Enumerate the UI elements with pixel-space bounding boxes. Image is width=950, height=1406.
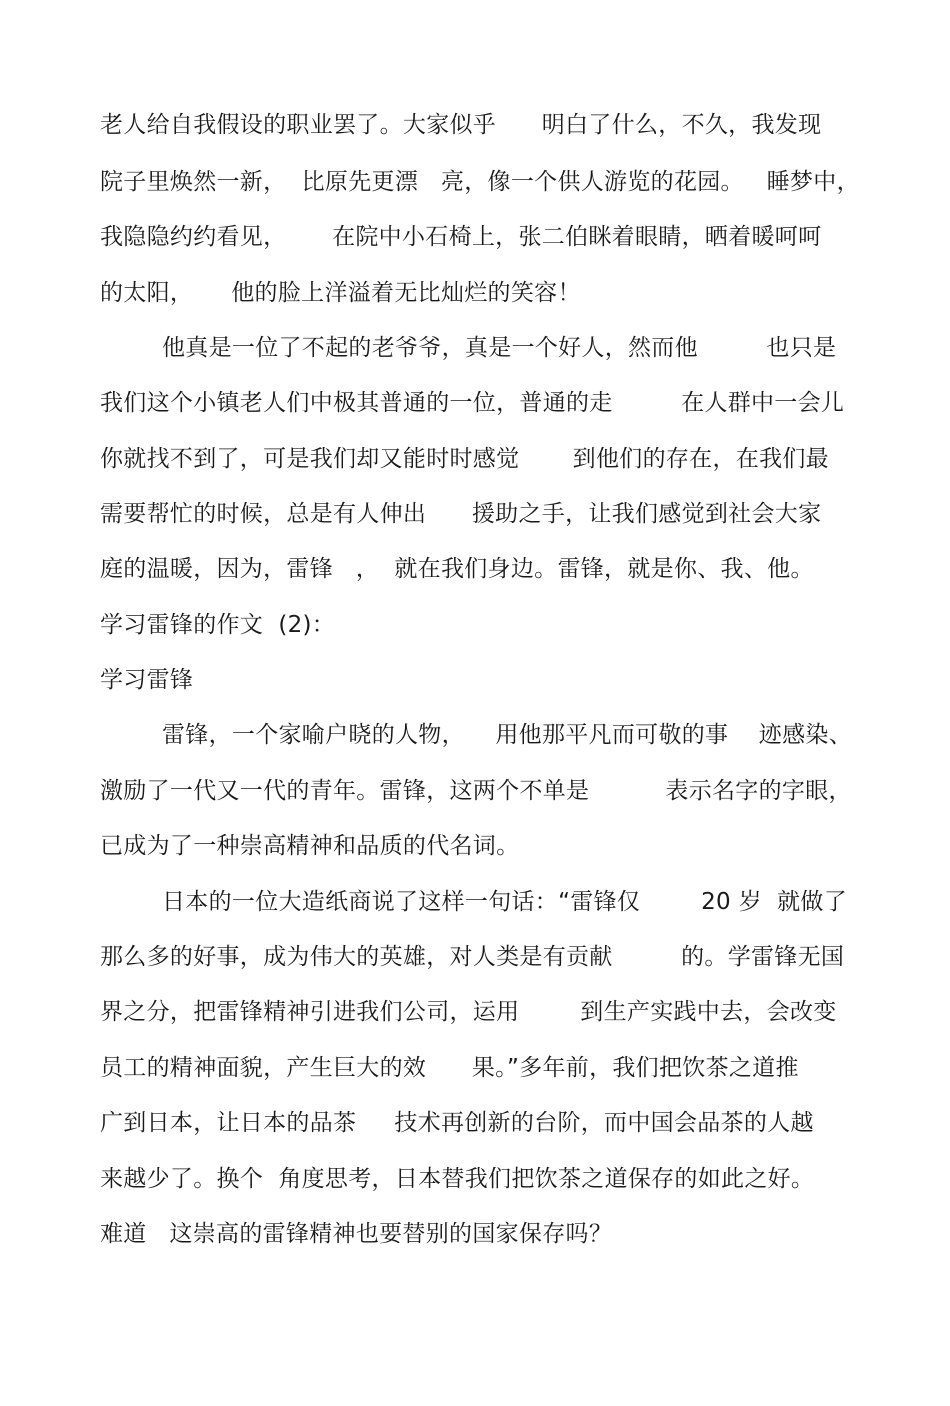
text-line: 员工的精神面貌，产生巨大的效 果。”多年前，我们把饮茶之道推 xyxy=(100,1055,799,1081)
text-line: 需要帮忙的时候，总是有人伸出 援助之手，让我们感觉到社会大家 xyxy=(100,501,822,527)
text-line: 老人给自我假设的职业罢了。大家似乎 明白了什么，不久，我发现 xyxy=(100,112,822,138)
text-line: 的太阳， 他的脸上洋溢着无比灿烂的笑容！ xyxy=(100,280,581,306)
text-line: 广到日本，让日本的品茶 技术再创新的台阶，而中国会品茶的人越 xyxy=(100,1110,814,1136)
text-line: 院子里焕然一新， 比原先更漂 亮，像一个供人游览的花园。 睡梦中， xyxy=(100,169,860,195)
article-title: 学习雷锋 xyxy=(100,667,194,693)
text-line: 那么多的好事，成为伟大的英雄，对人类是有贡献 的。学雷锋无国 xyxy=(100,944,845,970)
paragraph-first-line: 他真是一位了不起的老爷爷，真是一个好人，然而他 也只是 xyxy=(162,335,837,361)
text-line: 界之分，把雷锋精神引进我们公司，运用 到生产实践中去，会改变 xyxy=(100,999,837,1025)
text-line: 激励了一代又一代的青年。雷锋，这两个不单是 表示名字的字眼， xyxy=(100,778,852,804)
text-line: 我们这个小镇老人们中极其普通的一位，普通的走 在人群中一会儿 xyxy=(100,390,845,416)
paragraph-first-line: 日本的一位大造纸商说了这样一句话：“雷锋仅 20 岁 就做了 xyxy=(162,889,848,915)
section-heading: 学习雷锋的作文 (2)： xyxy=(100,612,336,638)
text-line: 来越少了。换个 角度思考，日本替我们把饮茶之道保存的如此之好。 xyxy=(100,1166,815,1192)
text-line: 庭的温暖，因为，雷锋 ， 就在我们身边。雷锋，就是你、我、他。 xyxy=(100,556,814,582)
text-line: 已成为了一种崇高精神和品质的代名词。 xyxy=(100,833,520,859)
text-line: 你就找不到了，可是我们却又能时时感觉 到他们的存在，在我们最 xyxy=(100,446,829,472)
text-line: 难道 这崇高的雷锋精神也要替别的国家保存吗？ xyxy=(100,1221,613,1247)
paragraph-first-line: 雷锋，一个家喻户晓的人物， 用他那平凡而可敬的事 迹感染、 xyxy=(162,722,852,748)
text-line: 我隐隐约约看见， 在院中小石椅上，张二伯眯着眼睛，晒着暖呵呵 xyxy=(100,224,822,250)
